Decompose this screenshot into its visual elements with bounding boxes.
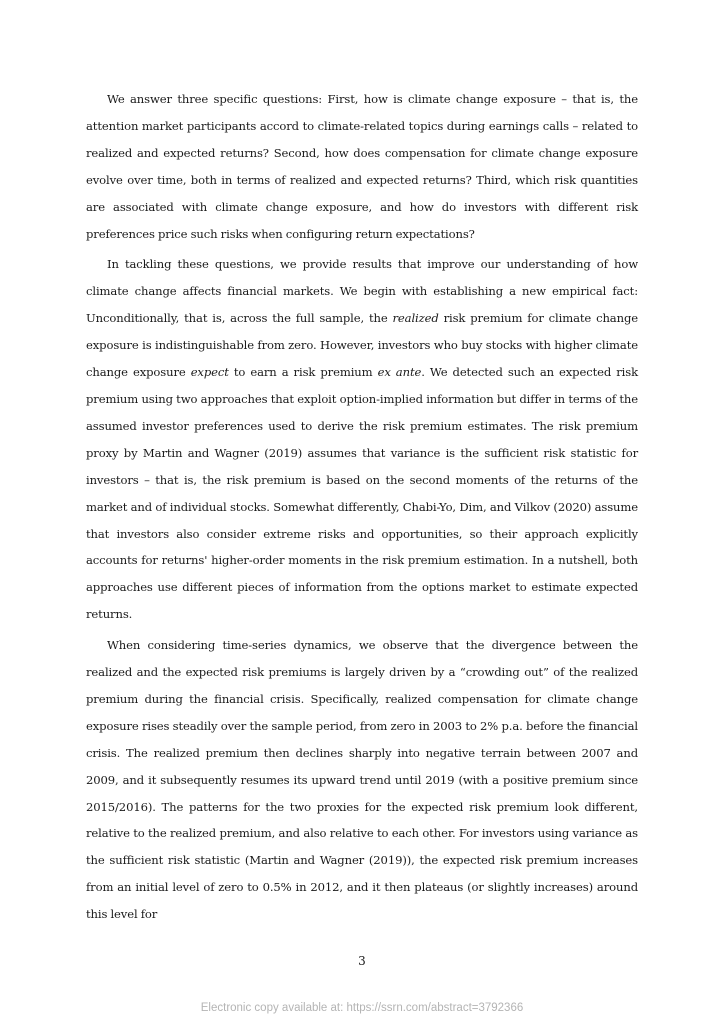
paragraph-2-text-a: In tackling these questions, we provide results that improve our understanding of how climate change affects financial markets. We begin with establishing a new empirical fact: Unconditionally, that is, across the full sample, the: [86, 257, 638, 326]
paragraph-1: [86, 86, 638, 247]
emphasis-ex-ante: ex ante: [377, 365, 422, 380]
emphasis-realized: realized: [392, 311, 439, 326]
page-number: 3: [358, 954, 366, 968]
paragraph-3: [86, 632, 638, 928]
paragraph-2: [86, 251, 638, 628]
ssrn-footer-link[interactable]: Electronic copy available at: https://ssrn.com/abstract=3792366: [200, 1002, 524, 1014]
page-body: [86, 86, 638, 932]
emphasis-expect: expect: [190, 365, 229, 380]
paragraph-2-text-c: to earn a risk premium: [228, 365, 378, 380]
paragraph-2-text-b: risk premium for climate change exposure is indistinguishable from zero. However, investors who buy stocks with higher climate change exposure: [86, 311, 638, 380]
paragraph-3-text: When considering time-series dynamics, we observe that the divergence between the realized and the expected risk premiums is largely driven by a “crowding out” of the realized premium during the financial crisis. Specifically, realized compensation for climate change exposure rises steadily over the sample period, from zero in 2003 to 2% p.a. before the financial crisis. The realized premium then declines sharply into negative terrain between 2007 and 2009, and it subsequently resumes its upward trend until 2019 (with a positive premium since 2015/2016). The patterns for the two proxies for the expected risk premium look different, relative to the realized premium, and also relative to each other. For investors using variance as the sufficient risk statistic (Martin and Wagner (2019)), the expected risk premium increases from an initial level of zero to 0.5% in 2012, and it then plateaus (or slightly increases) around this level for: [86, 638, 638, 922]
paragraph-2-text-d: . We detected such an expected risk premium using two approaches that exploit option-implied information but differ in terms of the assumed investor preferences used to derive the risk premium estimates. The risk premium proxy by Martin and Wagner (2019) assumes that variance is the sufficient risk statistic for investors – that is, the risk premium is based on the second moments of the returns of the market and of individual stocks. Somewhat differently, Chabi-Yo, Dim, and Vilkov (2020) assume that investors also consider extreme risks and opportunities, so their approach explicitly accounts for returns' higher-order moments in the risk premium estimation. In a nutshell, both approaches use different pieces of information from the options market to estimate expected returns.: [86, 365, 638, 622]
paragraph-1-text: We answer three specific questions: First, how is climate change exposure – that is, the attention market participants accord to climate-related topics during earnings calls – related to realized and expected returns? Second, how does compensation for climate change exposure evolve over time, both in terms of realized and expected returns? Third, which risk quantities are associated with climate change exposure, and how do investors with different risk preferences price such risks when configuring return expectations?: [86, 92, 638, 241]
